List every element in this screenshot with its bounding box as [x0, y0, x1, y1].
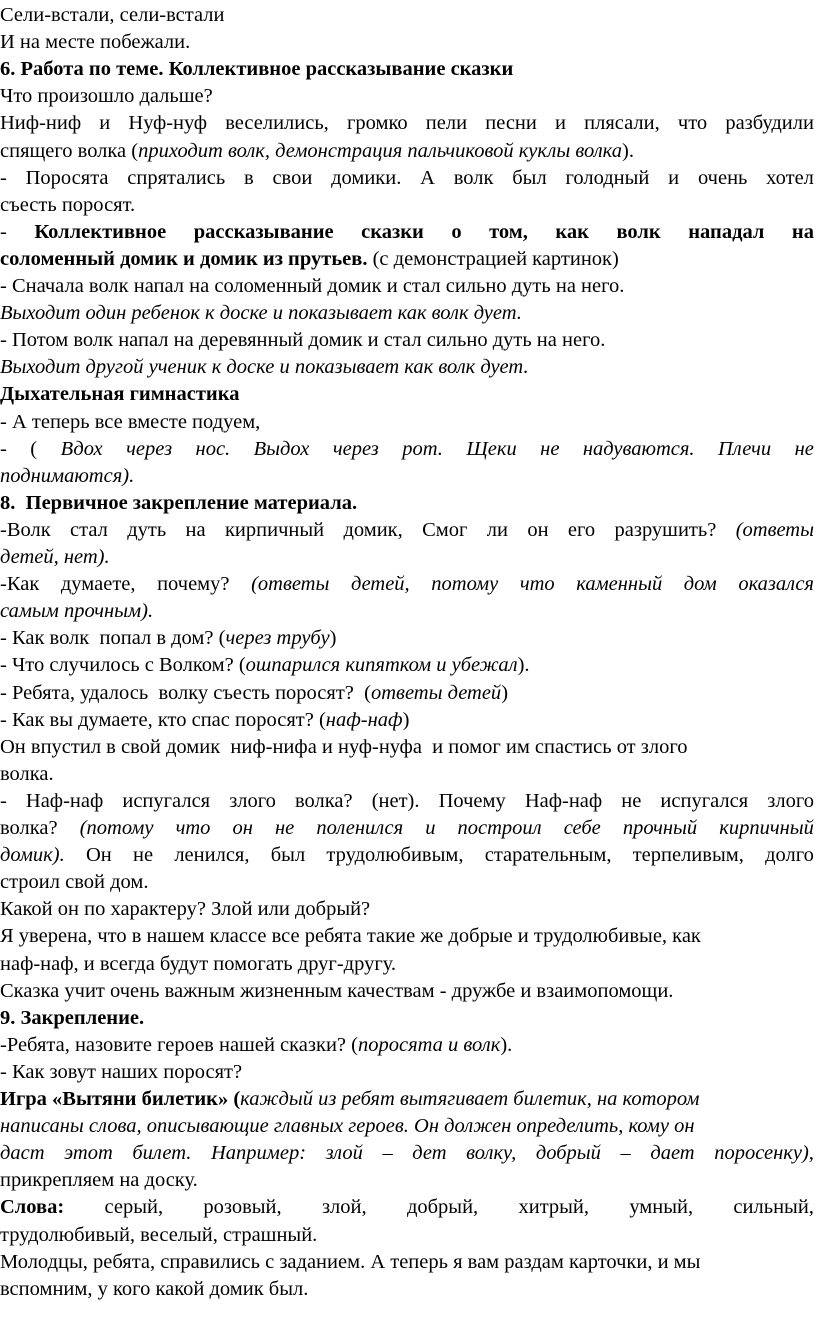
italic-text: он [232, 817, 253, 839]
text-segment: Смог [422, 518, 468, 541]
text-segment: наф-наф, и всегда будут помогать друг-другу. [0, 952, 397, 975]
italic-text: через [332, 437, 379, 460]
italic-text: себе [563, 817, 601, 839]
text-segment: трудолюбивым, [326, 844, 464, 867]
text-segment: почему? [157, 573, 230, 596]
italic-text: дом [683, 573, 717, 596]
bold-text: Дыхательная гимнастика [0, 383, 240, 406]
text-segment: не [133, 844, 154, 867]
text-segment: пели [425, 112, 468, 135]
text-line [0, 1059, 242, 1086]
italic-text: кирпичный [719, 817, 814, 839]
bold-text: как [555, 220, 589, 243]
italic-text: через [126, 437, 173, 460]
text-segment: ( [30, 437, 38, 460]
text-line [0, 625, 336, 652]
italic-text: надуваются. [582, 437, 695, 460]
italic-text: каменный [576, 573, 663, 596]
italic-text: (ответы [735, 518, 814, 541]
text-segment: волка? [295, 789, 353, 812]
text-line [0, 1140, 814, 1167]
text-line [0, 896, 370, 923]
text-segment: злого [229, 789, 276, 812]
italic-text: – [382, 1142, 393, 1165]
bold-text: нападал [688, 220, 765, 243]
text-segment: Какой он по характеру? Злой или добрый? [0, 898, 371, 921]
bold-text: 8. Первичное закрепление материала. [0, 491, 358, 514]
text-line [0, 56, 513, 83]
text-line [0, 219, 814, 246]
italic-text: дает [650, 1142, 695, 1165]
bold-text: о [451, 220, 462, 243]
italic-text: не [274, 817, 295, 839]
text-segment: его [567, 518, 596, 541]
text-segment: трудолюбивый, веселый, страшный. [0, 1223, 318, 1246]
text-line [0, 2, 224, 29]
text-segment: добрый, [406, 1196, 479, 1219]
italic-text: Выдох [253, 437, 310, 460]
text-segment: терпеливым, [632, 844, 744, 867]
italic-text: ошпарился кипятком и убежал [245, 654, 518, 677]
text-segment: и [555, 112, 566, 135]
text-segment: голодный [565, 166, 650, 189]
text-segment: Наф-наф [25, 789, 104, 812]
text-segment: Поросята [25, 166, 109, 189]
text-segment: старательным, [484, 844, 612, 867]
italic-text: наф-наф [325, 708, 403, 731]
text-segment: вспомним, у кого какой домик был. [0, 1277, 309, 1300]
text-line [0, 327, 605, 354]
italic-text: волку, [466, 1142, 517, 1165]
text-line [0, 517, 814, 544]
text-line [0, 842, 814, 869]
text-segment: - Как волк попал в дом? ( [0, 627, 226, 650]
italic-text: Щеки [466, 437, 517, 460]
text-segment: Ниф-ниф [0, 112, 82, 135]
text-segment: умный, [629, 1196, 694, 1219]
text-segment: Почему [438, 789, 506, 812]
bold-text: Слова: [0, 1196, 65, 1219]
text-segment: злой, [321, 1196, 367, 1219]
text-line [0, 734, 687, 761]
italic-text: потому [431, 573, 499, 596]
italic-text: Выходит другой ученик к доске и показывает как волк дует. [0, 356, 529, 379]
italic-text: поленился [316, 817, 404, 839]
bold-text: на [791, 220, 814, 243]
text-segment: злого [767, 789, 814, 812]
italic-text: оказался [738, 573, 814, 596]
text-line [0, 951, 396, 978]
text-segment: - Как зовут наших поросят? [0, 1060, 243, 1083]
text-segment: в [243, 166, 254, 189]
text-segment: Он впустил в свой домик ниф-нифа и нуф-нуфа и помог им спастись от злого [0, 735, 688, 758]
text-line [0, 110, 814, 137]
text-line [0, 544, 110, 571]
text-segment: и [99, 112, 111, 135]
italic-text: билет. [132, 1142, 192, 1165]
text-segment: разбудили [725, 112, 814, 135]
italic-text: написаны слова, описывающие главных героев. Он должен определить, кому он [0, 1115, 695, 1138]
text-segment: - Сначала волк напал на соломенный домик и стал сильно дуть на него. [0, 275, 625, 297]
text-segment: Я уверена, что в нашем классе все ребята такие же добрые и трудолюбивые, как [0, 925, 701, 948]
text-segment: И на месте побежали. [0, 31, 191, 54]
text-line [0, 138, 634, 165]
text-line [0, 815, 814, 842]
text-segment: волка? [0, 817, 58, 839]
text-segment: розовый, [203, 1196, 282, 1219]
bold-text: 6. Работа по теме. Коллективное рассказывание сказки [0, 58, 514, 81]
text-segment: хотел [766, 166, 814, 189]
italic-text: даст [0, 1142, 45, 1165]
text-line [0, 1113, 695, 1140]
text-segment: думаете, [60, 573, 136, 596]
italic-text: домик). [0, 844, 65, 867]
text-line [0, 463, 134, 490]
text-line [0, 652, 530, 679]
bold-text: рассказывание [193, 220, 334, 243]
italic-text: что [175, 817, 211, 839]
text-segment: испугался [122, 789, 211, 812]
italic-text: ответы детей [370, 681, 502, 704]
text-segment: долго [765, 844, 814, 867]
italic-text: прочный [622, 817, 698, 839]
text-segment: строил свой дом. [0, 871, 149, 894]
text-line [0, 409, 260, 436]
italic-text: приходит волк, демонстрация пальчиковой куклы волка [138, 139, 622, 162]
text-segment: прикрепляем на доску. [0, 1169, 198, 1192]
text-segment: волка. [0, 762, 54, 785]
italic-text: этот [64, 1142, 113, 1165]
text-segment: спящего волка ( [0, 139, 139, 162]
text-segment: ). [517, 654, 530, 677]
text-line [0, 1032, 512, 1059]
text-segment: спрятались [127, 166, 226, 189]
italic-text: построил [457, 817, 542, 839]
text-segment: ). [500, 1033, 513, 1056]
text-segment: плясали, [584, 112, 660, 135]
text-segment: - [0, 437, 7, 460]
italic-text: – [620, 1142, 631, 1165]
text-segment: -Как [0, 573, 40, 596]
text-line [0, 598, 153, 625]
italic-text: детей, [350, 573, 410, 596]
text-segment: ли [486, 518, 508, 541]
bold-text: 9. Закрепление. [0, 1006, 145, 1029]
bold-text: соломенный домик и домик из прутьев. [0, 247, 368, 270]
text-segment: съесть поросят. [0, 193, 136, 216]
bold-text: Игра «Вытяни билетик» ( [0, 1088, 241, 1110]
italic-text: через трубу [225, 627, 330, 650]
text-line [0, 192, 135, 219]
text-line [0, 1276, 308, 1303]
text-line [0, 571, 814, 598]
text-line [0, 83, 213, 110]
text-segment: на [185, 518, 206, 541]
text-segment: волк [453, 166, 494, 189]
text-segment: стал [70, 518, 108, 541]
italic-text: не [794, 437, 814, 460]
text-line [0, 788, 814, 815]
text-segment: -Волк [0, 518, 51, 541]
italic-text: детей, нет). [0, 546, 110, 568]
text-line [0, 1086, 699, 1113]
text-segment: громко [346, 112, 408, 135]
text-segment: ) [402, 708, 410, 731]
bold-text: Коллективное [34, 220, 167, 243]
italic-text: поросенку), [714, 1142, 814, 1165]
text-segment: (с демонстрацией картинок) [367, 247, 619, 270]
text-line [0, 165, 814, 192]
text-segment: и [668, 166, 680, 189]
text-segment: Наф-наф [524, 789, 603, 812]
text-line [0, 300, 522, 327]
italic-text: что [519, 573, 555, 596]
text-segment: Что произошло дальше? [0, 85, 213, 108]
italic-text: самым прочным). [0, 600, 154, 623]
text-segment: сильный, [733, 1196, 814, 1219]
bold-text: том, [489, 220, 528, 243]
italic-text: Плечи [717, 437, 772, 460]
text-segment: разрушить? [614, 518, 717, 541]
text-segment: ) [329, 627, 337, 650]
text-segment: -Ребята, назовите героев нашей сказки? ( [0, 1033, 358, 1056]
text-line [0, 923, 701, 950]
italic-text: злой [325, 1142, 363, 1165]
text-segment: (нет). [371, 789, 420, 812]
text-segment: был [512, 166, 547, 189]
italic-text: дет [412, 1142, 447, 1165]
italic-text: поросята и волк [357, 1033, 501, 1056]
text-segment: - Потом волк напал на деревянный домик и стал сильно дуть на него. [0, 329, 606, 352]
text-segment: он [527, 518, 549, 541]
italic-text: нос. [195, 437, 231, 460]
italic-text: не [540, 437, 560, 460]
text-segment: ). [622, 139, 634, 162]
text-segment: ленился, [174, 844, 250, 867]
text-segment: - [0, 220, 7, 243]
text-line [0, 680, 508, 707]
text-line [0, 869, 149, 896]
text-segment: был [270, 844, 306, 867]
text-segment: ) [501, 681, 509, 704]
text-line [0, 381, 239, 408]
text-segment: - Ребята, удалось волку съесть поросят? ( [0, 681, 371, 704]
italic-text: поднимаются). [0, 464, 135, 487]
text-segment: - [0, 789, 7, 812]
text-segment: - А теперь все вместе подуем, [0, 410, 261, 433]
text-segment: веселились, [225, 112, 329, 135]
text-segment: не [621, 789, 642, 812]
italic-text: Вдох [60, 437, 103, 460]
text-line [0, 1005, 144, 1032]
text-line [0, 29, 190, 56]
italic-text: рот. [402, 437, 443, 460]
text-segment: домик, [343, 518, 403, 541]
text-segment: Он [85, 844, 112, 867]
text-segment: Сказка учит очень важным жизненным качествам - дружбе и взаимопомощи. [0, 979, 674, 1002]
text-line [0, 436, 814, 463]
text-segment: - [0, 166, 7, 189]
bold-text: сказки [361, 220, 424, 243]
italic-text: добрый [535, 1142, 601, 1165]
text-line [0, 761, 54, 788]
text-line [0, 1222, 317, 1249]
text-line [0, 1167, 198, 1194]
text-segment: песни [485, 112, 537, 135]
text-line [0, 246, 619, 273]
italic-text: (потому [79, 817, 154, 839]
text-segment: Нуф-нуф [128, 112, 208, 135]
text-segment: Молодцы, ребята, справились с заданием. А теперь я вам раздам карточки, и мы [0, 1250, 701, 1273]
text-segment: свои [272, 166, 313, 189]
italic-text: (ответы [251, 573, 330, 596]
text-segment: что [677, 112, 708, 135]
text-segment: кирпичный [224, 518, 325, 541]
text-segment: - Как вы думаете, кто спас поросят? ( [0, 708, 326, 731]
italic-text: каждый из ребят вытягивает билетик, на котором [240, 1088, 700, 1110]
text-segment: А [420, 166, 435, 189]
bold-text: волк [616, 220, 661, 243]
text-segment: хитрый, [518, 1196, 590, 1219]
text-line [0, 490, 357, 517]
text-line [0, 707, 409, 734]
text-segment: - Что случилось с Волком? ( [0, 654, 246, 677]
text-line [0, 978, 673, 1005]
italic-text: Выходит один ребенок к доске и показывает как волк дует. [0, 302, 522, 325]
italic-text: Например: [210, 1142, 307, 1165]
text-line [0, 1194, 814, 1221]
text-segment: очень [697, 166, 748, 189]
italic-text: и [425, 817, 436, 839]
text-segment: дуть [127, 518, 167, 541]
text-segment: испугался [660, 789, 749, 812]
text-segment: Сели-встали, сели-встали [0, 4, 225, 26]
text-segment: домики. [331, 166, 402, 189]
text-line [0, 273, 624, 300]
text-line [0, 354, 529, 381]
text-segment: серый, [104, 1196, 164, 1219]
text-line [0, 1249, 700, 1276]
